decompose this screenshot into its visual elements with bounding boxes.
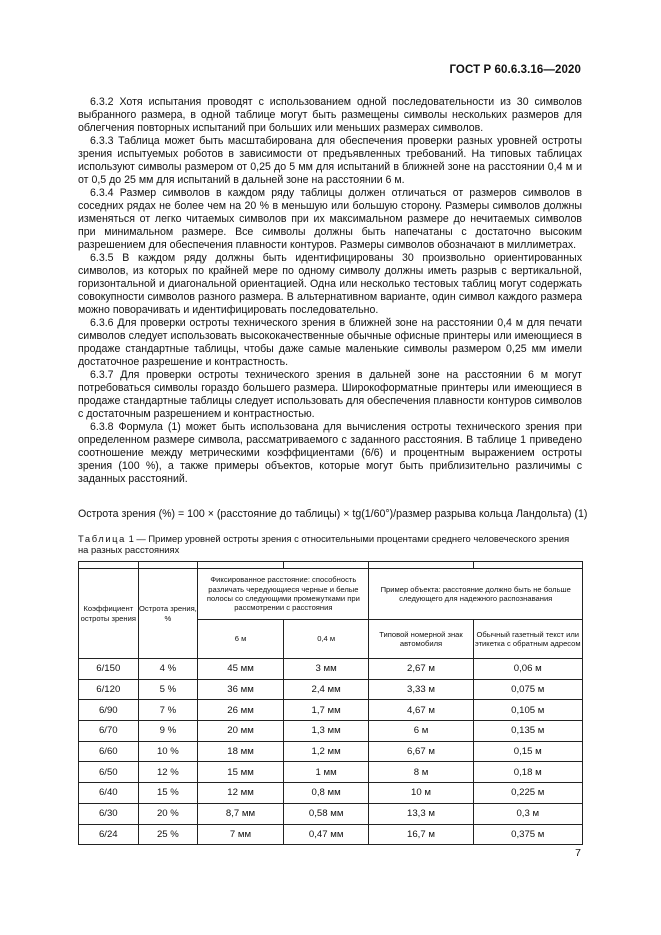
cell-acuity: 4 % bbox=[138, 659, 198, 680]
cell-acuity: 12 % bbox=[138, 762, 198, 783]
header-newspaper: Обычный газетный текст или этикетка с обратным адресом bbox=[473, 620, 582, 659]
cell-newspaper: 0,18 м bbox=[473, 762, 582, 783]
cell-6m: 36 мм bbox=[198, 679, 284, 700]
cell-plate: 8 м bbox=[369, 762, 473, 783]
table-spacer-row bbox=[79, 562, 583, 569]
cell-newspaper: 0,3 м bbox=[473, 803, 582, 824]
paragraph-6-3-4: 6.3.4 Размер символов в каждом ряду таблицы должен отличаться от размеров символов в соседних рядах не более чем на 20 % в меньшую или большую сторону. Размеры символов должны изменяться от легко читаемых символов при их максимальном размере до нечитаемых символов при минимальном размере. Все символы должны быть напечатаны с достаточно высоким разрешением для обеспечения плавности контуров. Размеры символов обозначают в миллиметрах. bbox=[78, 187, 582, 251]
table-row bbox=[79, 659, 583, 680]
cell-04m: 1,3 мм bbox=[283, 721, 369, 742]
cell-plate: 16,7 м bbox=[369, 824, 473, 845]
cell-coef: 6/120 bbox=[79, 679, 139, 700]
cell-04m: 1,2 мм bbox=[283, 741, 369, 762]
paragraph-6-3-5: 6.3.5 В каждом ряду должны быть идентифицированы 30 произвольно ориентированных символов, из которых по крайней мере по одному символу должны иметь разрыв с вертикальной, горизонтальной и диагональной ориентацией. Одна или несколько тестовых таблиц могут содержать совокупности символов разного размера. В альтернативном варианте, один символ каждого размера можно поворачивать и идентифицировать последовательно. bbox=[78, 252, 582, 316]
cell-newspaper: 0,075 м bbox=[473, 679, 582, 700]
paragraph-6-3-6: 6.3.6 Для проверки остроты технического зрения в ближней зоне на расстоянии 0,4 м для печати символов следует использовать высококачественные обычные офисные принтеры или имеющиеся в продаже стандартные таблицы, чтобы даже самые маленькие символы размером 0,25 мм имели достаточное разрешение и контрастность. bbox=[78, 317, 582, 368]
cell-plate: 2,67 м bbox=[369, 659, 473, 680]
page-number: 7 bbox=[575, 847, 581, 859]
paragraph-6-3-7: 6.3.7 Для проверки остроты технического зрения в дальней зоне на расстоянии 6 м могут потребоваться символы гораздо большего размера. Широкоформатные принтеры или имеющиеся в продаже стандартные таблицы следует использовать для обеспечения плавности контуров символов с достаточным разрешением и контрастностью. bbox=[78, 369, 583, 420]
cell-newspaper: 0,225 м bbox=[473, 783, 582, 804]
cell-plate: 13,3 м bbox=[369, 803, 473, 824]
cell-coef: 6/90 bbox=[79, 700, 139, 721]
cell-6m: 20 мм bbox=[198, 721, 284, 742]
cell-plate: 6 м bbox=[369, 721, 473, 742]
cell-plate: 10 м bbox=[369, 783, 473, 804]
cell-acuity: 7 % bbox=[138, 700, 198, 721]
cell-coef: 6/30 bbox=[79, 803, 139, 824]
cell-04m: 2,4 мм bbox=[283, 679, 369, 700]
cell-6m: 45 мм bbox=[198, 659, 284, 680]
table-body bbox=[79, 659, 583, 845]
cell-04m: 3 мм bbox=[283, 659, 369, 680]
table-row bbox=[79, 762, 583, 783]
cell-acuity: 15 % bbox=[138, 783, 198, 804]
cell-6m: 15 мм bbox=[198, 762, 284, 783]
cell-acuity: 9 % bbox=[138, 721, 198, 742]
cell-6m: 18 мм bbox=[198, 741, 284, 762]
cell-04m: 0,47 мм bbox=[283, 824, 369, 845]
cell-04m: 0,58 мм bbox=[283, 803, 369, 824]
cell-coef: 6/60 bbox=[79, 741, 139, 762]
cell-coef: 6/70 bbox=[79, 721, 139, 742]
header-04m: 0,4 м bbox=[283, 620, 369, 659]
cell-04m: 0,8 мм bbox=[283, 783, 369, 804]
cell-6m: 7 мм bbox=[198, 824, 284, 845]
cell-coef: 6/50 bbox=[79, 762, 139, 783]
header-fixed-distance: Фиксированное расстояние: способность различать чередующиеся черные и белые полосы со следующими промежутками при рассмотрении с расстояния bbox=[198, 569, 369, 620]
cell-6m: 8,7 мм bbox=[198, 803, 284, 824]
header-example: Пример объекта: расстояние должно быть не больше следующего для надежного распознавания bbox=[369, 569, 583, 620]
header-plate: Типовой номерной знак автомобиля bbox=[369, 620, 473, 659]
paragraph-6-3-2: 6.3.2 Хотя испытания проводят с использованием одной последовательности из 30 символов выбранного размера, в одной таблице могут быть размещены символы нескольких размеров для облегчения повторных испытаний при больших или меньших размерах символов. bbox=[78, 96, 582, 134]
cell-04m: 1,7 мм bbox=[283, 700, 369, 721]
cell-6m: 26 мм bbox=[198, 700, 284, 721]
table-row bbox=[79, 700, 583, 721]
header-acuity: Острота зрения, % bbox=[138, 569, 198, 659]
header-6m: 6 м bbox=[198, 620, 284, 659]
table-row bbox=[79, 741, 583, 762]
table-caption-text: 1 — Пример уровней остроты зрения с относительными процентами среднего человеческого зрения на разных расстояниях bbox=[78, 533, 570, 555]
cell-6m: 12 мм bbox=[198, 783, 284, 804]
cell-plate: 3,33 м bbox=[369, 679, 473, 700]
table-caption bbox=[78, 533, 582, 555]
cell-newspaper: 0,135 м bbox=[473, 721, 582, 742]
cell-plate: 6,67 м bbox=[369, 741, 473, 762]
cell-newspaper: 0,15 м bbox=[473, 741, 582, 762]
table-header-row bbox=[79, 569, 583, 620]
body-text bbox=[78, 96, 582, 486]
cell-newspaper: 0,375 м bbox=[473, 824, 582, 845]
header-coef: Коэффициент остроты зрения bbox=[79, 569, 139, 659]
cell-acuity: 10 % bbox=[138, 741, 198, 762]
table-row bbox=[79, 824, 583, 845]
document-header: ГОСТ Р 60.6.3.16—2020 bbox=[449, 64, 581, 76]
table-row bbox=[79, 783, 583, 804]
cell-04m: 1 мм bbox=[283, 762, 369, 783]
table-caption-label: Таблица bbox=[78, 533, 126, 544]
cell-newspaper: 0,105 м bbox=[473, 700, 582, 721]
cell-newspaper: 0,06 м bbox=[473, 659, 582, 680]
cell-coef: 6/150 bbox=[79, 659, 139, 680]
formula: Острота зрения (%) = 100 × (расстояние до таблицы) × tg(1/60°)/размер разрыва кольца Ландольта) (1) bbox=[78, 508, 588, 520]
cell-acuity: 25 % bbox=[138, 824, 198, 845]
table-row bbox=[79, 721, 583, 742]
cell-acuity: 5 % bbox=[138, 679, 198, 700]
cell-coef: 6/24 bbox=[79, 824, 139, 845]
paragraph-6-3-8: 6.3.8 Формула (1) может быть использована для вычисления остроты технического зрения при определенном размере символа, рассматриваемого с заданного расстояния. В таблице 1 приведено соотношение между метрическими коэффициентами (6/6) и процентным выражением остроты зрения (100 %), а также примеры объектов, которые могут быть приблизительно различимы с заданных расстояний. bbox=[78, 421, 582, 485]
table-row bbox=[79, 679, 583, 700]
table-row bbox=[79, 803, 583, 824]
cell-acuity: 20 % bbox=[138, 803, 198, 824]
paragraph-6-3-3: 6.3.3 Таблица может быть масштабирована для обеспечения проверки разных уровней остроты зрения испытуемых роботов в зависимости от предъявленных требований. На типовых таблицах используют символы размером от 0,25 до 5 мм для испытаний в ближней зоне на расстоянии 0,4 м и от 0,5 до 25 мм для испытаний в дальней зоне на расстоянии 6 м. bbox=[78, 135, 582, 186]
cell-plate: 4,67 м bbox=[369, 700, 473, 721]
cell-coef: 6/40 bbox=[79, 783, 139, 804]
acuity-table bbox=[78, 561, 583, 845]
